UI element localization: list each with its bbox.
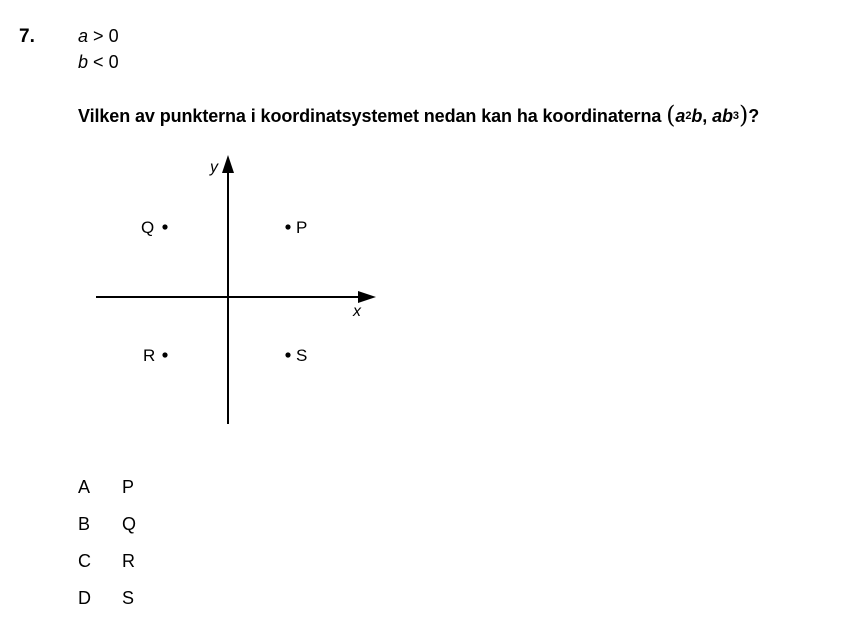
point-p-label: P [296,218,308,237]
coordinate-separator: , [702,106,713,126]
x-axis-arrowhead [358,291,376,303]
condition-b-value: 0 [108,52,119,72]
x-axis-label: x [353,303,361,320]
point-q-label: Q [141,218,155,237]
option-b[interactable] [78,514,158,538]
condition-a-value: 0 [108,26,119,46]
question-number: 7. [19,26,35,47]
point-s-label: S [296,346,308,365]
condition-a-variable: a [78,26,89,46]
option-c-answer: R [122,551,135,571]
coordinate-y-head: ab [712,106,733,126]
point-p-marker [285,224,290,229]
option-d-answer: S [122,588,135,608]
coordinate-open-paren: ( [666,101,676,129]
coordinate-close-paren: ) [738,101,749,129]
point-q-marker [162,224,167,229]
coordinate-x-base: a [675,106,686,126]
option-c[interactable] [78,551,158,575]
option-a-letter: A [78,477,91,497]
option-b-answer: Q [122,514,137,534]
point-r-marker [162,352,167,357]
y-axis-label: y [210,159,218,176]
condition-b-operator: < [93,52,104,72]
condition-a-operator: > [93,26,104,46]
y-axis-arrowhead [222,155,234,173]
point-r-label: R [143,346,156,365]
condition-b-variable: b [78,52,89,72]
question-mark: ? [748,106,760,126]
option-d[interactable] [78,588,158,612]
coordinate-y-exponent: 3 [732,110,739,122]
option-a[interactable] [78,477,158,501]
question-sentence: Vilken av punkterna i koordinatsystemet nedan kan ha koordinaterna [78,106,662,126]
point-s-marker [285,352,290,357]
option-d-letter: D [78,588,91,608]
coordinate-x-tail: b [691,106,703,126]
option-c-letter: C [78,551,91,571]
option-a-answer: P [122,477,135,497]
option-b-letter: B [78,514,91,534]
coordinate-x-exponent: 2 [685,110,692,122]
